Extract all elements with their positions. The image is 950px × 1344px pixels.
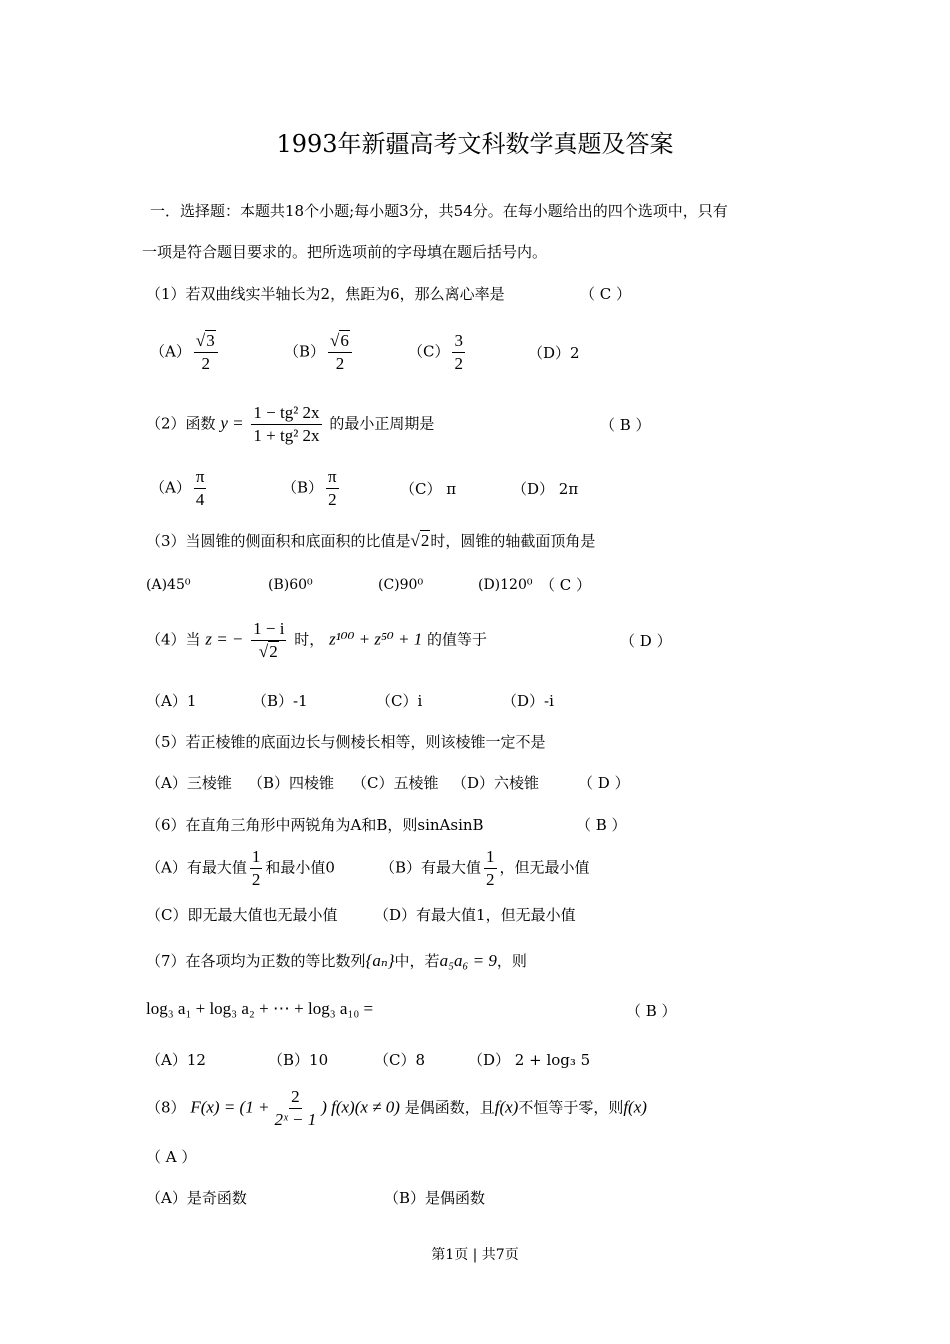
q7-option-d: （D） 2 + log₃ 5 [468,1051,591,1069]
q8-option-b: （B）是偶函数 [384,1189,486,1207]
document-title: 1993年新疆高考文科数学真题及答案 [276,130,674,158]
q4-option-a: （A）1 [146,692,197,710]
q7-condition: a₅a₆ = 9 [439,951,497,970]
q1-option-a: （A） $\frac{√3}{2}$ [150,330,221,375]
q8-option-a: （A）是奇函数 [146,1189,247,1207]
q1-option-d: （D）2 [528,344,580,362]
section-intro-line2: 一项是符合题目要求的。把所选项前的字母填在题后括号内。 [142,243,548,261]
q8-numerator: 2 [289,1086,302,1109]
q6-option-c: （C）即无最大值也无最小值 [146,906,338,924]
q3-stem: （3）当圆锥的侧面积和底面积的比值是√2时，圆锥的轴截面顶角是 [146,531,596,550]
q5-option-a: （A）三棱锥 [146,774,232,792]
q8-denominator: 2ˣ − 1 [274,1110,317,1129]
q7-option-a: （A）12 [146,1051,206,1069]
q4-stem: （4）当 z = − $\frac{1 - i}{√2}$ 时， z¹⁰⁰ + z⁵⁰ + 1 的值等于 [146,619,487,661]
q4-answer: （ D ） [620,632,672,650]
q6-answer: （ B ） [576,816,627,834]
q7-option-b: （B）10 [268,1051,329,1069]
q7-answer: （ B ） [626,1002,677,1020]
q3-option-c: (C)90⁰ [378,577,424,593]
q5-stem: （5）若正棱锥的底面边长与侧棱长相等，则该棱锥一定不是 [146,733,546,751]
q7-expression: log₃ a₁ + log₃ a₂ + ⋯ + log₃ a₁₀ = [146,999,374,1018]
q4-option-c: （C）i [376,692,423,710]
q1-answer: （ C ） [580,285,632,303]
q2-option-d: （D） 2π [512,480,579,498]
q7-option-c: （C）8 [374,1051,426,1069]
q1-option-c: （C） $\frac{3}{2}$ [408,331,463,373]
q2-stem: （2）函数 y = $\frac{\text{1 − tg² 2x}}{\text{1 + tg² 2x}}$ 的最小正周期是 [146,403,435,445]
section-intro-line1: 一．选择题：本题共18个小题;每小题3分，共54分。在每小题给出的四个选项中，只有 [150,202,728,220]
q5-option-d: （D）六棱锥 [452,774,540,792]
q4-denominator-radicand: 2 [269,642,278,661]
q5-option-b: （B）四棱锥 [248,774,335,792]
q3-option-a: (A)45⁰ [146,577,191,593]
q6-stem: （6）在直角三角形中两锐角为A和B，则sinAsinB [146,816,484,834]
q1-option-b: （B） $\frac{√6}{2}$ [284,330,355,375]
q1-stem: （1）若双曲线实半轴长为2，焦距为6，那么离心率是 [146,285,505,303]
q7-stem: （7）在各项均为正数的等比数列{aₙ}中，若a₅a₆ = 9，则 [146,951,527,970]
q2-denominator: 1 + tg² 2x [253,426,320,445]
q8-stem: （8） F(x) = (1 + $\frac{2}{\text{2ˣ − 1}}$ ) f(x)(x ≠ 0) 是偶函数，且f(x)不恒等于零，则f(x) [146,1087,647,1129]
q4-option-b: （B）-1 [252,692,308,710]
q3-option-d: (D)120⁰ [478,577,533,593]
q2-option-a: （A） $\frac{\pi}{4}$ [150,467,205,509]
q6-option-d: （D）有最大值1，但无最小值 [374,906,576,924]
q2-option-c: （C） π [400,480,457,498]
q3-answer: （ C ） [540,576,592,594]
q4-numerator: 1 − i [251,618,286,641]
q1-option-b-radicand: 6 [340,331,349,350]
q5-answer: （ D ） [578,774,630,792]
q3-radicand: 2 [420,531,430,550]
q2-option-b: （B） $\frac{\pi}{2}$ [282,467,337,509]
q6-option-a: （A）有最大值 $\frac{1}{2}$ 和最小值0 [146,847,335,889]
q8-answer: （ A ） [146,1148,197,1166]
q4-option-d: （D）-i [502,692,554,710]
q3-option-b: (B)60⁰ [268,577,313,593]
q6-option-b: （B）有最大值 $\frac{1}{2}$ ，但无最小值 [380,847,590,889]
q2-numerator: 1 − tg² 2x [251,402,321,425]
q7-sequence: {aₙ} [365,951,395,970]
q5-option-c: （C）五棱锥 [352,774,439,792]
q2-answer: （ B ） [600,416,651,434]
q1-option-a-radicand: 3 [206,331,215,350]
q4-expression: z¹⁰⁰ + z⁵⁰ + 1 [329,629,423,649]
page-footer: 第1页 | 共7页 [431,1247,519,1263]
